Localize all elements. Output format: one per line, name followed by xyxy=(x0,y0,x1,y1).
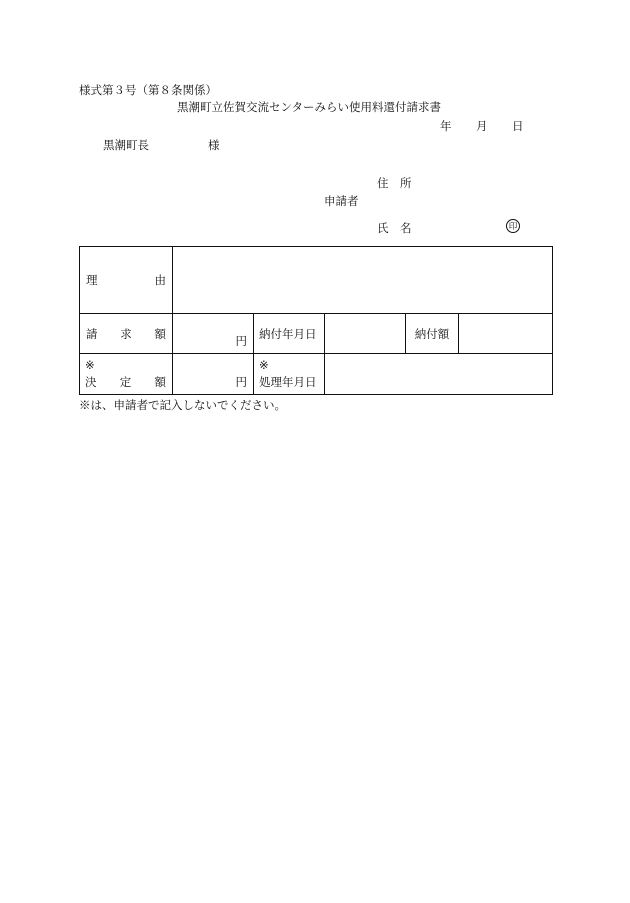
claim-label-cell xyxy=(80,314,173,354)
paid-amount-label: 納付額 xyxy=(414,326,450,341)
claim-label-char-2: 求 xyxy=(120,326,132,341)
decided-label-char-3: 額 xyxy=(154,375,166,389)
paid-date-label: 納付年月日 xyxy=(259,326,317,341)
name-label-2: 名 xyxy=(400,221,412,235)
decided-label-char-1: 決 xyxy=(85,375,97,389)
decided-yen-unit: 円 xyxy=(235,375,247,389)
date-day-label: 日 xyxy=(512,119,524,133)
reason-row xyxy=(80,247,553,314)
name-label-1: 氏 xyxy=(377,221,389,235)
claim-amount-field[interactable] xyxy=(173,314,254,354)
address-label-1: 住 xyxy=(377,176,389,190)
claim-label-char-3: 額 xyxy=(154,326,166,341)
honorific: 様 xyxy=(208,138,220,152)
processed-date-field[interactable] xyxy=(325,354,553,395)
paid-amount-field[interactable] xyxy=(459,314,553,354)
reason-field[interactable] xyxy=(173,247,553,314)
decided-amount-field[interactable] xyxy=(173,354,254,395)
seal-mark: 印 xyxy=(506,219,520,233)
paid-date-field[interactable] xyxy=(325,314,406,354)
decided-label-cell xyxy=(80,354,173,395)
refund-request-table xyxy=(79,246,553,395)
date-month-label: 月 xyxy=(476,119,488,133)
footnote: ※は、申請者で記入しないでください。 xyxy=(79,398,286,412)
claim-label-char-1: 請 xyxy=(86,326,98,341)
office-use-mark: ※ xyxy=(85,358,95,372)
date-year-label: 年 xyxy=(440,119,452,133)
addressee: 黒潮町長 xyxy=(103,138,149,152)
reason-label-cell xyxy=(80,247,173,314)
claim-row xyxy=(80,314,553,354)
paid-date-label-cell xyxy=(254,314,325,354)
office-use-mark-2: ※ xyxy=(259,358,269,372)
applicant-label: 申請者 xyxy=(324,194,359,208)
decided-label-char-2: 定 xyxy=(119,375,132,389)
reason-label-1: 理 xyxy=(86,273,98,287)
address-label-2: 所 xyxy=(400,176,412,190)
processed-date-label-cell xyxy=(254,354,325,395)
form-number: 様式第３号（第８条関係） xyxy=(79,83,217,97)
reason-label-2: 由 xyxy=(154,273,166,287)
decision-row xyxy=(80,354,553,395)
claim-yen-unit: 円 xyxy=(235,334,247,348)
document-title: 黒潮町立佐賀交流センターみらい使用料還付請求書 xyxy=(177,100,442,114)
processed-date-label: 処理年月日 xyxy=(259,375,317,389)
paid-amount-label-cell xyxy=(406,314,459,354)
